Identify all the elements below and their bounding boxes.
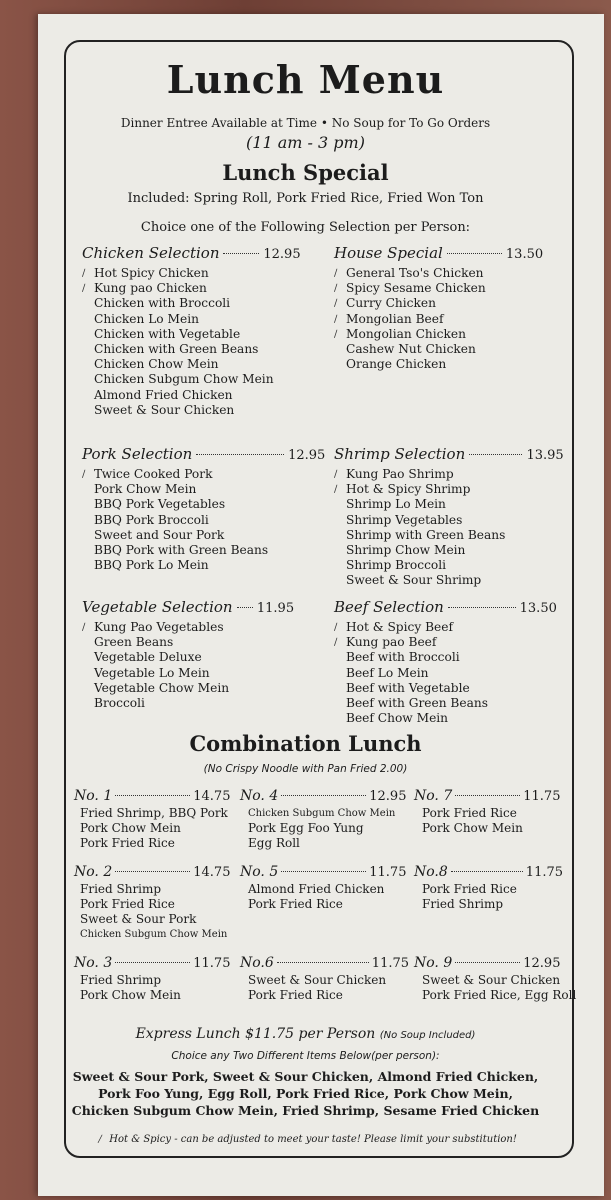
section-name: Beef Selection — [334, 598, 444, 616]
menu-item-label: Sweet & Sour Shrimp — [346, 573, 482, 588]
combo-card — [240, 788, 406, 851]
combo-item: Fried Shrimp — [80, 882, 162, 896]
menu-item-label: Mongolian Beef — [346, 311, 444, 326]
combo-name: No. 5 — [240, 864, 279, 880]
menu-item — [334, 528, 564, 543]
menu-item — [334, 342, 543, 357]
leader-dots — [277, 962, 369, 963]
section-beef — [334, 598, 557, 726]
menu-item — [82, 312, 301, 327]
menu-item — [334, 666, 557, 681]
combo-item: Pork Fried Rice — [80, 836, 175, 850]
combo-name: No. 1 — [74, 788, 113, 804]
combo-item: Sweet & Sour Chicken — [248, 973, 387, 987]
menu-item-label: Curry Chicken — [346, 296, 436, 311]
menu-item-label: Beef with Vegetable — [346, 680, 470, 695]
menu-item-label: Chicken Lo Mein — [94, 311, 199, 326]
menu-item — [334, 635, 557, 650]
express-items-line: Sweet & Sour Pork, Sweet & Sour Chicken, Almond Fried Chicken, — [72, 1069, 539, 1084]
menu-title: Lunch Menu — [166, 57, 445, 102]
lunch-special-choice: Choice one of the Following Selection per Person: — [140, 220, 471, 235]
section-heading — [82, 244, 301, 262]
menu-item-label: Orange Chicken — [346, 357, 447, 372]
menu-item-label: Mongolian Chicken — [346, 326, 466, 341]
section-heading — [334, 445, 564, 463]
combo-items — [248, 973, 409, 1003]
leader-dots — [469, 454, 522, 455]
menu-item — [82, 666, 294, 681]
pepper-icon: ∕ — [334, 283, 338, 295]
menu-item — [82, 342, 301, 357]
menu-item — [82, 357, 301, 372]
pepper-icon: ∕ — [334, 637, 338, 649]
section-items — [82, 467, 325, 573]
menu-item — [334, 620, 557, 635]
menu-item-label: Shrimp Vegetables — [346, 512, 463, 527]
combo-price: 12.95 — [369, 789, 407, 804]
section-name: Shrimp Selection — [334, 445, 466, 463]
menu-item — [82, 681, 294, 696]
menu-item-label: Beef with Broccoli — [346, 650, 460, 665]
pepper-icon: ∕ — [334, 328, 338, 340]
combo-price: 11.75 — [193, 956, 231, 971]
combo-heading — [74, 955, 230, 971]
menu-item-label: Chicken with Broccoli — [94, 296, 231, 311]
menu-item-label: Beef with Green Beans — [346, 696, 488, 711]
menu-item — [82, 372, 301, 387]
menu-item — [334, 497, 564, 512]
combo-item: Chicken Subgum Chow Mein — [248, 808, 396, 819]
combo-price: 11.75 — [369, 865, 407, 880]
combo-heading — [240, 864, 406, 880]
combination-note: (No Crispy Noodle with Pan Fried 2.00) — [203, 763, 408, 775]
footer-note — [0, 1134, 611, 1145]
menu-item-label: Shrimp Chow Mein — [346, 543, 466, 558]
menu-item-label: Almond Fried Chicken — [94, 387, 233, 402]
combo-card — [74, 788, 230, 851]
combo-items — [422, 806, 560, 836]
combo-name: No. 3 — [74, 955, 113, 971]
combo-item: Pork Fried Rice — [80, 897, 175, 911]
combo-item: Pork Egg Foo Yung — [248, 821, 364, 835]
menu-item — [82, 696, 294, 711]
combo-name: No. 4 — [240, 788, 279, 804]
leader-dots — [455, 795, 520, 796]
menu-item-label: Beef Chow Mein — [346, 711, 449, 726]
menu-item-label: Hot Spicy Chicken — [94, 266, 209, 280]
combo-item: Fried Shrimp, BBQ Pork — [80, 806, 228, 820]
combination-heading: Combination Lunch — [189, 731, 422, 756]
section-price: 12.95 — [288, 448, 326, 463]
combo-name: No. 2 — [74, 864, 113, 880]
menu-item — [334, 711, 557, 726]
express-lunch-line — [0, 1026, 611, 1042]
section-heading — [334, 598, 557, 616]
leader-dots — [448, 607, 516, 608]
menu-notice: Dinner Entree Available at Time • No Soup for To Go Orders — [120, 116, 491, 130]
pepper-icon: ∕ — [98, 1134, 102, 1145]
combo-name: No.6 — [240, 955, 274, 971]
menu-item — [82, 467, 325, 482]
section-heading — [82, 598, 294, 616]
menu-item — [82, 528, 325, 543]
menu-item — [334, 650, 557, 665]
combo-card — [414, 864, 563, 912]
lunch-special-included: Included: Spring Roll, Pork Fried Rice, Fried Won Ton — [127, 191, 484, 206]
leader-dots — [115, 962, 190, 963]
combo-price: 14.75 — [193, 865, 231, 880]
menu-item-label: Sweet & Sour Chicken — [94, 402, 235, 417]
express-items-line: Chicken Subgum Chow Mein, Fried Shrimp, Sesame Fried Chicken — [71, 1103, 540, 1118]
section-items — [334, 620, 557, 726]
section-chicken — [82, 244, 301, 418]
pepper-icon: ∕ — [82, 283, 86, 295]
menu-item-label: Kung pao Beef — [346, 635, 437, 650]
combo-price: 14.75 — [193, 789, 231, 804]
menu-item — [334, 558, 564, 573]
combo-heading — [414, 788, 560, 804]
menu-item-label: Pork Chow Mein — [94, 482, 197, 497]
combo-card — [74, 864, 230, 942]
menu-item-label: BBQ Pork Broccoli — [94, 512, 209, 527]
express-items — [0, 1068, 611, 1119]
leader-dots — [281, 871, 366, 872]
lunch-special-heading: Lunch Special — [222, 160, 389, 185]
menu-item — [82, 513, 325, 528]
menu-item — [82, 482, 325, 497]
combo-item: Fried Shrimp — [80, 973, 162, 987]
section-items — [82, 266, 301, 418]
leader-dots — [237, 607, 253, 608]
menu-hours: (11 am - 3 pm) — [246, 133, 365, 152]
section-price: 11.95 — [256, 601, 295, 616]
pepper-icon: ∕ — [82, 268, 86, 279]
combo-card — [414, 955, 576, 1003]
menu-item-label: Twice Cooked Pork — [94, 467, 213, 481]
combo-heading — [414, 864, 563, 880]
section-heading — [334, 244, 543, 262]
leader-dots — [115, 871, 190, 872]
menu-item — [334, 327, 543, 342]
section-pork — [82, 445, 325, 573]
combo-items — [422, 973, 576, 1003]
combo-item: Pork Fried Rice, Egg Roll — [422, 988, 577, 1002]
menu-item — [334, 312, 543, 327]
section-name: Vegetable Selection — [82, 598, 233, 616]
leader-dots — [223, 253, 259, 254]
section-items — [334, 467, 564, 589]
menu-item-label: Vegetable Chow Mein — [94, 680, 230, 695]
leader-dots — [455, 962, 520, 963]
combo-price: 11.75 — [525, 865, 564, 880]
combo-items — [248, 806, 406, 851]
combo-name: No. 7 — [414, 788, 453, 804]
menu-item — [82, 497, 325, 512]
leader-dots — [447, 253, 502, 254]
leader-dots — [281, 795, 366, 796]
combo-heading — [74, 864, 230, 880]
menu-item — [82, 266, 301, 281]
combo-items — [80, 806, 230, 851]
combo-item: Almond Fried Chicken — [248, 882, 385, 896]
menu-item — [82, 543, 325, 558]
pepper-icon: ∕ — [334, 313, 338, 325]
section-name: Pork Selection — [82, 445, 193, 463]
menu-item-label: Hot & Spicy Beef — [346, 620, 453, 634]
section-items — [334, 266, 543, 372]
menu-item — [82, 558, 325, 573]
menu-item-label: Chicken with Vegetable — [94, 326, 241, 341]
combo-name: No.8 — [414, 864, 448, 880]
combo-items — [80, 973, 230, 1003]
combo-item: Fried Shrimp — [422, 897, 504, 911]
menu-item-label: BBQ Pork Lo Mein — [94, 558, 209, 573]
menu-item — [334, 482, 564, 497]
combo-item: Pork Chow Mein — [422, 821, 523, 835]
menu-item-label: Chicken Subgum Chow Mein — [94, 372, 274, 387]
combo-item: Pork Fried Rice — [422, 882, 517, 896]
combo-heading — [414, 955, 576, 971]
menu-item-label: Broccoli — [94, 696, 145, 711]
menu-item-label: General Tso's Chicken — [346, 266, 484, 280]
menu-item — [82, 296, 301, 311]
menu-item-label: BBQ Pork with Green Beans — [94, 543, 269, 558]
menu-item — [334, 696, 557, 711]
pepper-icon: ∕ — [334, 622, 338, 633]
menu-item-label: Green Beans — [94, 635, 174, 650]
section-price: 12.95 — [263, 247, 301, 262]
menu-item-label: Sweet and Sour Pork — [94, 527, 225, 542]
combo-item: Pork Fried Rice — [422, 806, 517, 820]
menu-item — [82, 635, 294, 650]
menu-item-label: Vegetable Deluxe — [94, 650, 202, 665]
menu-item-label: Kung pao Chicken — [94, 281, 207, 296]
menu-item — [82, 650, 294, 665]
menu-item-label: Hot & Spicy Shrimp — [346, 482, 471, 497]
menu-item — [334, 513, 564, 528]
express-choice: Choice any Two Different Items Below(per person): — [171, 1050, 440, 1062]
pepper-icon: ∕ — [82, 622, 86, 633]
combo-card — [414, 788, 560, 836]
menu-item — [82, 403, 301, 418]
pepper-icon: ∕ — [82, 469, 86, 480]
combo-item: Sweet & Sour Chicken — [422, 973, 561, 987]
combo-items — [422, 882, 563, 912]
menu-item — [334, 266, 543, 281]
menu-item-label: Kung Pao Vegetables — [94, 620, 224, 634]
section-items — [82, 620, 294, 711]
combo-item: Pork Chow Mein — [80, 821, 181, 835]
section-price: 13.95 — [526, 448, 564, 463]
menu-item-label: Vegetable Lo Mein — [94, 665, 210, 680]
combo-item: Sweet & Sour Pork — [80, 912, 197, 926]
footer-text: Hot & Spicy - can be adjusted to meet your taste! Please limit your substitution! — [109, 1134, 517, 1145]
section-price: 13.50 — [519, 601, 557, 616]
pepper-icon: ∕ — [334, 298, 338, 310]
menu-item — [334, 467, 564, 482]
combo-item: Pork Chow Mein — [80, 988, 181, 1002]
menu-item-label: Chicken with Green Beans — [94, 342, 259, 357]
pepper-icon: ∕ — [334, 469, 338, 480]
menu-item — [82, 620, 294, 635]
menu-item-label: Beef Lo Mein — [346, 665, 429, 680]
menu-item-label: Shrimp Broccoli — [346, 558, 447, 573]
section-name: House Special — [334, 244, 443, 262]
menu-item — [334, 357, 543, 372]
menu-item — [82, 327, 301, 342]
section-shrimp — [334, 445, 564, 589]
combo-name: No. 9 — [414, 955, 453, 971]
pepper-icon: ∕ — [334, 484, 338, 496]
section-vegetable — [82, 598, 294, 711]
express-items-line: Pork Foo Yung, Egg Roll, Pork Fried Rice, Pork Chow Mein, — [98, 1086, 513, 1101]
express-label: Express Lunch — [135, 1026, 241, 1042]
section-name: Chicken Selection — [82, 244, 220, 262]
menu-item — [334, 296, 543, 311]
leader-dots — [115, 795, 190, 796]
combo-card — [240, 864, 406, 912]
combo-heading — [240, 788, 406, 804]
express-price: $11.75 per Person — [245, 1026, 376, 1042]
menu-item — [334, 281, 543, 296]
menu-item-label: Spicy Sesame Chicken — [346, 281, 486, 296]
menu-item-label: Kung Pao Shrimp — [346, 467, 454, 481]
combo-item: Chicken Subgum Chow Mein — [80, 929, 228, 940]
menu-item-label: Chicken Chow Mein — [94, 357, 219, 372]
combo-card — [74, 955, 230, 1003]
section-heading — [82, 445, 325, 463]
combo-card — [240, 955, 409, 1003]
pepper-icon: ∕ — [334, 268, 338, 279]
combo-items — [80, 882, 230, 942]
menu-item — [82, 281, 301, 296]
menu-item-label: Shrimp with Green Beans — [346, 527, 506, 542]
menu-item-label: Shrimp Lo Mein — [346, 497, 446, 512]
combo-price: 11.75 — [523, 789, 561, 804]
menu-item — [334, 543, 564, 558]
combo-item: Pork Fried Rice — [248, 897, 343, 911]
section-price: 13.50 — [505, 247, 544, 262]
leader-dots — [196, 454, 284, 455]
combo-price: 12.95 — [523, 956, 561, 971]
combo-item: Egg Roll — [248, 836, 300, 850]
menu-item — [334, 573, 564, 588]
menu-item — [334, 681, 557, 696]
combo-heading — [74, 788, 230, 804]
combo-item: Pork Fried Rice — [248, 988, 343, 1002]
menu-item — [82, 388, 301, 403]
menu-item-label: Cashew Nut Chicken — [346, 342, 476, 357]
combo-heading — [240, 955, 409, 971]
combo-items — [248, 882, 406, 912]
combo-price: 11.75 — [371, 956, 410, 971]
leader-dots — [451, 871, 523, 872]
express-note: (No Soup Included) — [379, 1030, 476, 1041]
menu-item-label: BBQ Pork Vegetables — [94, 497, 226, 512]
section-house-special — [334, 244, 543, 372]
